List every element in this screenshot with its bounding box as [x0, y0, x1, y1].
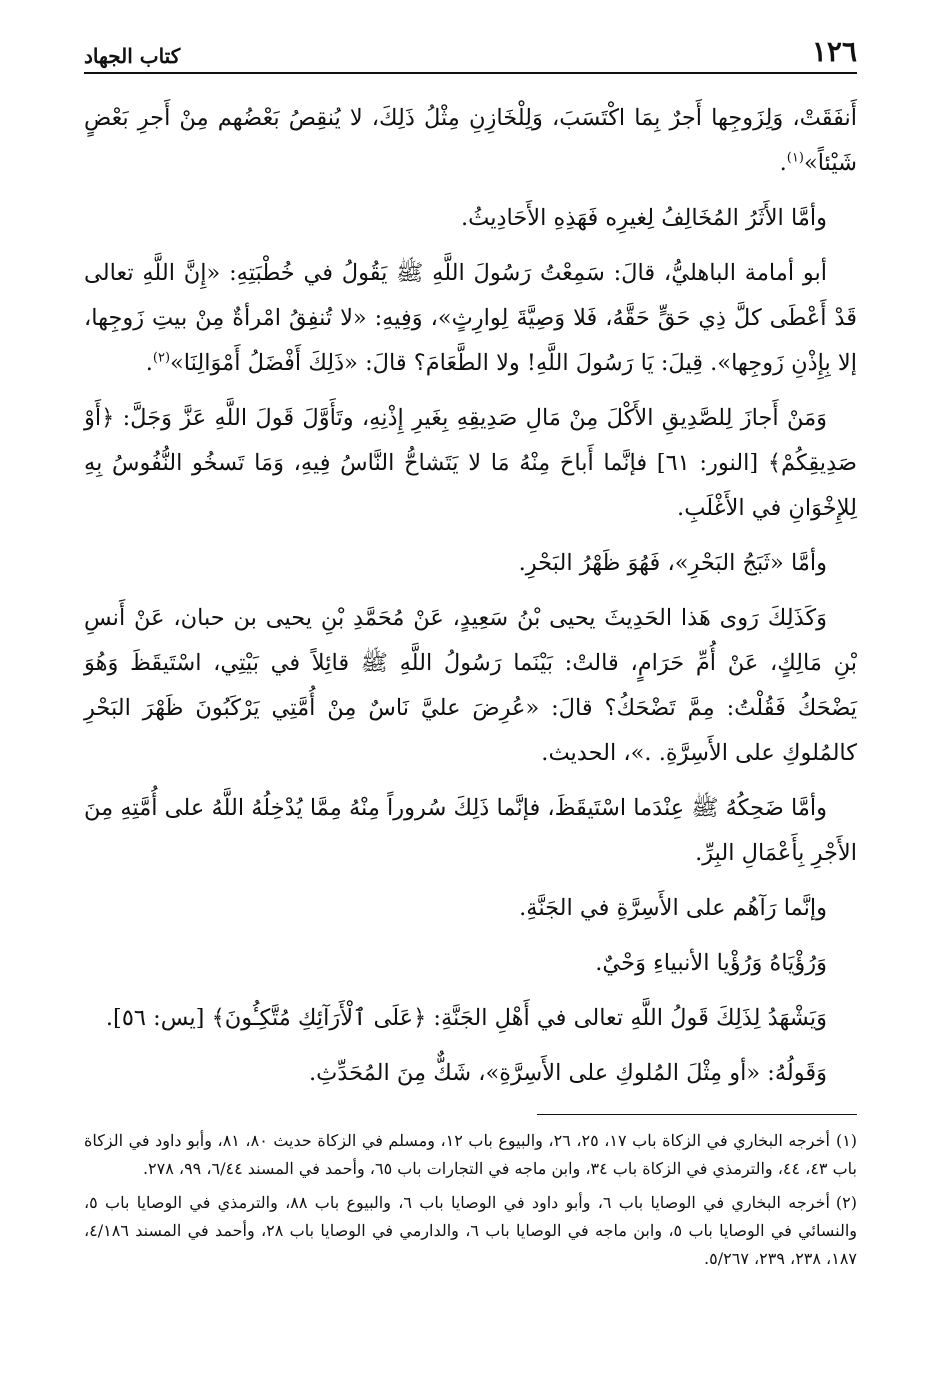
paragraph: وَقَولُهُ: «أو مِثْلَ المُلوكِ على الأَسِرَّةِ»، شَكٌّ مِنَ المُحَدِّثِ. — [308, 1060, 827, 1086]
footnote-number: (١) — [835, 1131, 858, 1150]
paragraph: وإنَّما رَآهُم على الأَسِرَّةِ في الجَنَّةِ. — [519, 895, 827, 921]
page-number: ١٢٦ — [811, 35, 857, 68]
paragraph: وَرُؤْيَاهُ وَرُؤْيا الأنبياءِ وَحْيٌ. — [595, 950, 827, 976]
paragraph: وَمَنْ أَجازَ لِلصَّدِيقِ الأَكْلَ مِنْ مَالِ صَدِيقِهِ بِغَيرِ إِذْنِهِ، وتَأَوَّلَ قَولَ اللَّهِ عَزَّ وَجَلَّ: ﴿أَوْ صَدِيقِكُمْ﴾ [النور: ٦١] فإنَّما أَباحَ مِنْهُ مَا لا يَتَشاحُّ النَّاسُ فِيهِ، وَمَا تَسخُو النُّفُوسُ بِهِ لِلإِخْوَانِ في الأَغْلَبِ. — [84, 405, 857, 521]
paragraph: وأمَّا الأَثَرُ المُخَالِفُ لِغيرِه فَهَذِهِ الأَحَادِيثُ. — [461, 205, 827, 231]
paragraph: وأمَّا ضَحِكُهُ ﷺ عِنْدَما اسْتَيقَظَ، فإنَّما ذَلِكَ سُروراً مِنْهُ مِمَّا يُدْخِلُهُ اللَّهُ على أُمَّتِهِ مِنَ الأَجْرِ بِأَعْمَالِ البِرِّ. — [84, 795, 857, 866]
footnotes — [84, 1127, 857, 1273]
main-text — [84, 96, 857, 1096]
footnote-number: (٢) — [835, 1193, 858, 1212]
footnote-ref: (٢) — [152, 350, 171, 366]
running-title: كتاب الجهاد — [84, 44, 181, 68]
paragraph: أَنفَقَتْ، وَلِزَوجِها أَجرٌ بِمَا اكْتَسَبَ، وَلِلْخَازِنِ مِثْلُ ذَلِكَ، لا يُنقِصُ بَعْضُهم مِنْ أَجرِ بَعْضٍ شَيْئاً»$^{(١)}$. — [84, 105, 857, 176]
footnote: (١)أخرجه البخاري في الزكاة باب ١٧، ٢٥، ٢٦، والبيوع باب ١٢، ومسلم في الزكاة حديث ٨٠، ٨١، وأبو داود في الزكاة باب ٤٣، ٤٤، والترمذي في الزكاة باب ٣٤، وابن ماجه في التجارات باب ٦٥، وأحمد في المسند ٦/٤٤، ٩٩، ٢٧٨. — [84, 1131, 858, 1178]
page-header — [84, 28, 857, 74]
footnote-ref: (١) — [786, 150, 804, 166]
footnote: (٢)أخرجه البخاري في الوصايا باب ٦، وأبو داود في الوصايا باب ٦، والبيوع باب ٨٨، والترمذي في الوصايا باب ٥، والنسائي في الوصايا باب ٥، وابن ماجه في الوصايا باب ٦، والدارمي في الوصايا باب ٢٨، وأحمد في المسند ٤/١٨٦، ١٨٧، ٢٣٨، ٢٣٩، ٥/٢٦٧. — [84, 1193, 858, 1268]
paragraph: أبو أمامة الباهليُّ، قالَ: سَمِعْتُ رَسُولَ اللَّهِ ﷺ يَقُولُ في خُطْبَتِهِ: «إِنَّ اللَّهِ تعالى قَدْ أَعْطَى كلَّ ذِي حَقٍّ حَقَّهُ، فَلا وَصِيَّةَ لِوارِثٍ»، وَفِيهِ: «لا تُنفِقُ امْرأةٌ مِنْ بيتِ زَوجِها، إلا بِإِذْنِ زَوجِها». قِيلَ: يَا رَسُولَ اللَّهِ! ولا الطَّعَامَ؟ قالَ: «ذَلِكَ أَفْضَلُ أَمْوَالِنَا»$^{(٢)}$. — [84, 260, 857, 376]
paragraph: وَكَذَلِكَ رَوى هَذا الحَدِيثَ يحيى بْنُ سَعِيدٍ، عَنْ مُحَمَّدِ بْنِ يحيى بن حبان، عَنْ أَنسِ بْنِ مَالِكٍ، عَنْ أُمِّ حَرَامٍ، قالتْ: بَيْنَما رَسُولُ اللَّهِ ﷺ قائِلاً في بَيْتِي، اسْتَيقَظَ وَهُوَ يَضْحَكُ فَقُلْتُ: مِمَّ تَضْحَكُ؟ قالَ: «عُرِضَ عليَّ نَاسٌ مِنْ أُمَّتِي يَرْكَبُونَ ظَهْرَ البَحْرِ كالمُلوكِ على الأَسِرَّةِ. .»، الحديث. — [84, 605, 857, 766]
paragraph: وَيَشْهَدُ لِذَلِكَ قَولُ اللَّهِ تعالى في أَهْلِ الجَنَّةِ: ﴿عَلَى ٱلْأَرَآئِكِ مُتَّكِـُٔونَ﴾ [يس: ٥٦]. — [105, 1005, 827, 1031]
paragraph: وأمَّا «ثَبَجُ البَحْرِ»، فَهُوَ ظَهْرُ البَحْرِ. — [518, 550, 827, 576]
footnote-divider — [537, 1114, 857, 1115]
